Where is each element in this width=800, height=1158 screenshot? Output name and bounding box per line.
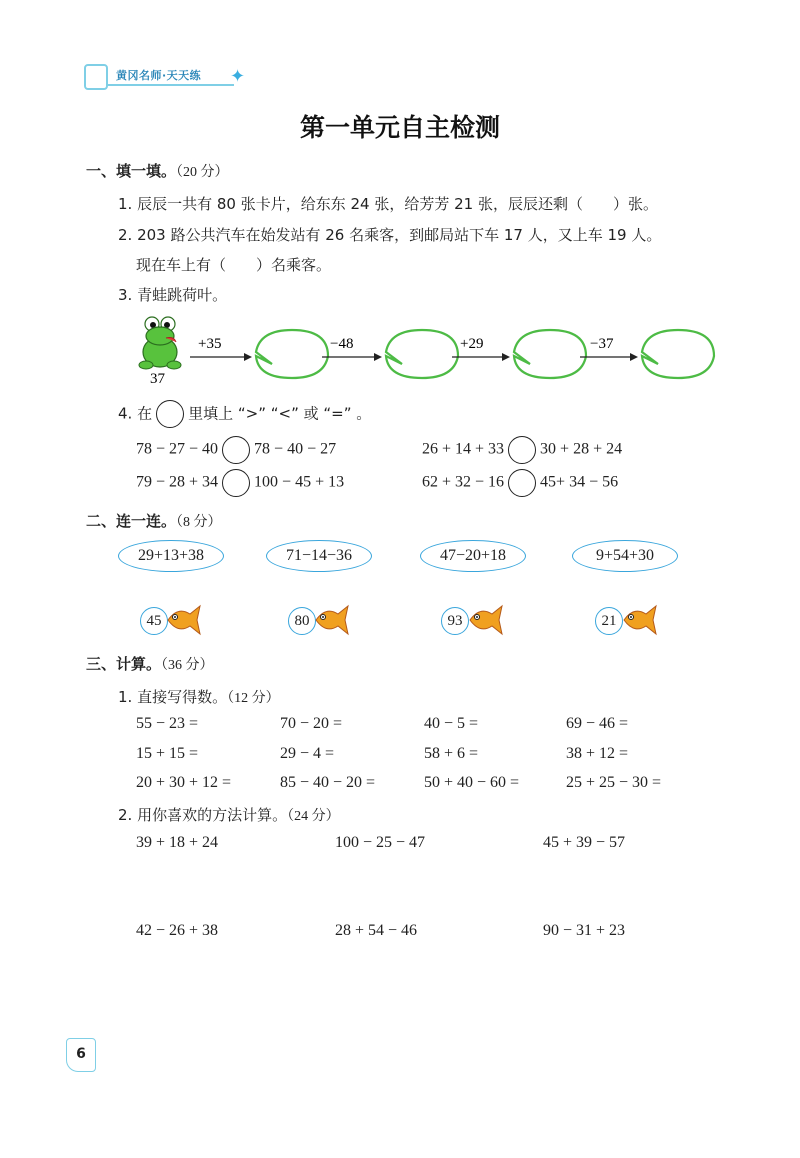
calc-problem: 42 − 26 + 38 <box>136 922 219 939</box>
lily-pad-2 <box>386 330 458 378</box>
calc-problem: 100 − 25 − 47 <box>335 834 426 851</box>
mental-calc-item: 58 + 6 = <box>424 745 479 762</box>
brand-header <box>80 58 250 92</box>
lily-pad-1 <box>256 330 328 378</box>
mental-calc-item: 40 − 5 = <box>424 715 479 732</box>
compare-item-4: 62 + 32 − 16 45+ 34 − 56 <box>422 469 618 497</box>
section3-heading: 三、计算。（36 分） <box>86 655 214 673</box>
compare-item-1: 78 − 27 − 40 78 − 40 − 27 <box>136 436 336 464</box>
expression-oval-4[interactable]: 9+54+30 <box>572 540 678 572</box>
fish-icon <box>620 603 660 637</box>
frog-jump-diagram <box>130 310 720 390</box>
fish-icon <box>164 603 204 637</box>
mental-calc-item: 55 − 23 = <box>136 715 199 732</box>
mental-calc-item: 69 − 46 = <box>566 715 629 732</box>
mental-calc-item: 25 + 25 − 30 = <box>566 774 662 791</box>
expression-oval-3[interactable]: 47−20+18 <box>420 540 526 572</box>
section1-heading: 一、填一填。（20 分） <box>86 162 229 180</box>
mental-calc-item: 85 − 40 − 20 = <box>280 774 376 791</box>
hop-label-3: +29 <box>460 336 484 352</box>
compare-blank-4[interactable] <box>508 469 536 497</box>
fish-icon <box>312 603 352 637</box>
calc-problem: 45 + 39 − 57 <box>543 834 626 851</box>
circle-symbol-icon <box>156 400 184 428</box>
question-1: 1. 辰辰一共有 80 张卡片，给东东 24 张，给芳芳 21 张，辰辰还剩（ ）张。 <box>118 195 658 213</box>
mental-calc-item: 50 + 40 − 60 = <box>424 774 520 791</box>
mental-calc-item: 15 + 15 = <box>136 745 199 762</box>
hop-arrow-2 <box>322 336 382 361</box>
hop-label-1: +35 <box>198 336 222 352</box>
brand-text: 黄冈名师·天天练 <box>116 69 202 82</box>
mental-calc-item: 38 + 12 = <box>566 745 629 762</box>
hop-arrow-1 <box>190 336 252 361</box>
answer-circle-4[interactable]: 21 <box>595 607 623 635</box>
page-number: 6 <box>66 1038 96 1072</box>
question-3: 3. 青蛙跳荷叶。 <box>118 286 228 304</box>
star-icon: ✦ <box>230 66 246 87</box>
answer-circle-1[interactable]: 45 <box>140 607 168 635</box>
fish-icon <box>466 603 506 637</box>
calc-problem: 28 + 54 − 46 <box>335 922 418 939</box>
answer-circle-2[interactable]: 80 <box>288 607 316 635</box>
mental-calc-item: 20 + 30 + 12 = <box>136 774 232 791</box>
frog-icon <box>139 317 181 369</box>
compare-item-2: 26 + 14 + 33 30 + 28 + 24 <box>422 436 622 464</box>
sub1-heading: 1. 直接写得数。（12 分） <box>118 688 280 706</box>
section2-heading: 二、连一连。（8 分） <box>86 512 222 530</box>
mental-calc-item: 70 − 20 = <box>280 715 343 732</box>
page-title: 第一单元自主检测 <box>299 113 500 142</box>
question-2-line2: 现在车上有（ ）名乘客。 <box>136 256 332 274</box>
expression-oval-1[interactable]: 29+13+38 <box>118 540 224 572</box>
lily-pad-4 <box>642 330 714 378</box>
compare-item-3: 79 − 28 + 34 100 − 45 + 13 <box>136 469 344 497</box>
compare-blank-2[interactable] <box>508 436 536 464</box>
question-2-line1: 2. 203 路公共汽车在始发站有 26 名乘客，到邮局站下车 17 人，又上车 19 人。 <box>118 226 662 244</box>
bear-logo-icon <box>84 64 108 90</box>
calc-problem: 39 + 18 + 24 <box>136 834 219 851</box>
mental-calc-item: 29 − 4 = <box>280 745 335 762</box>
answer-circle-3[interactable]: 93 <box>441 607 469 635</box>
lily-pad-3 <box>514 330 586 378</box>
question-4: 4. 在 里填上 “>” “<” 或 “=” 。 <box>118 400 371 428</box>
brand-underline <box>106 84 234 86</box>
expression-oval-2[interactable]: 71−14−36 <box>266 540 372 572</box>
sub2-heading: 2. 用你喜欢的方法计算。（24 分） <box>118 806 340 824</box>
compare-blank-3[interactable] <box>222 469 250 497</box>
hop-label-2: −48 <box>330 336 354 352</box>
frog-start-number: 37 <box>150 371 165 387</box>
hop-arrow-3 <box>452 336 510 361</box>
hop-arrow-4 <box>580 336 638 361</box>
compare-blank-1[interactable] <box>222 436 250 464</box>
hop-label-4: −37 <box>590 336 614 352</box>
calc-problem: 90 − 31 + 23 <box>543 922 626 939</box>
